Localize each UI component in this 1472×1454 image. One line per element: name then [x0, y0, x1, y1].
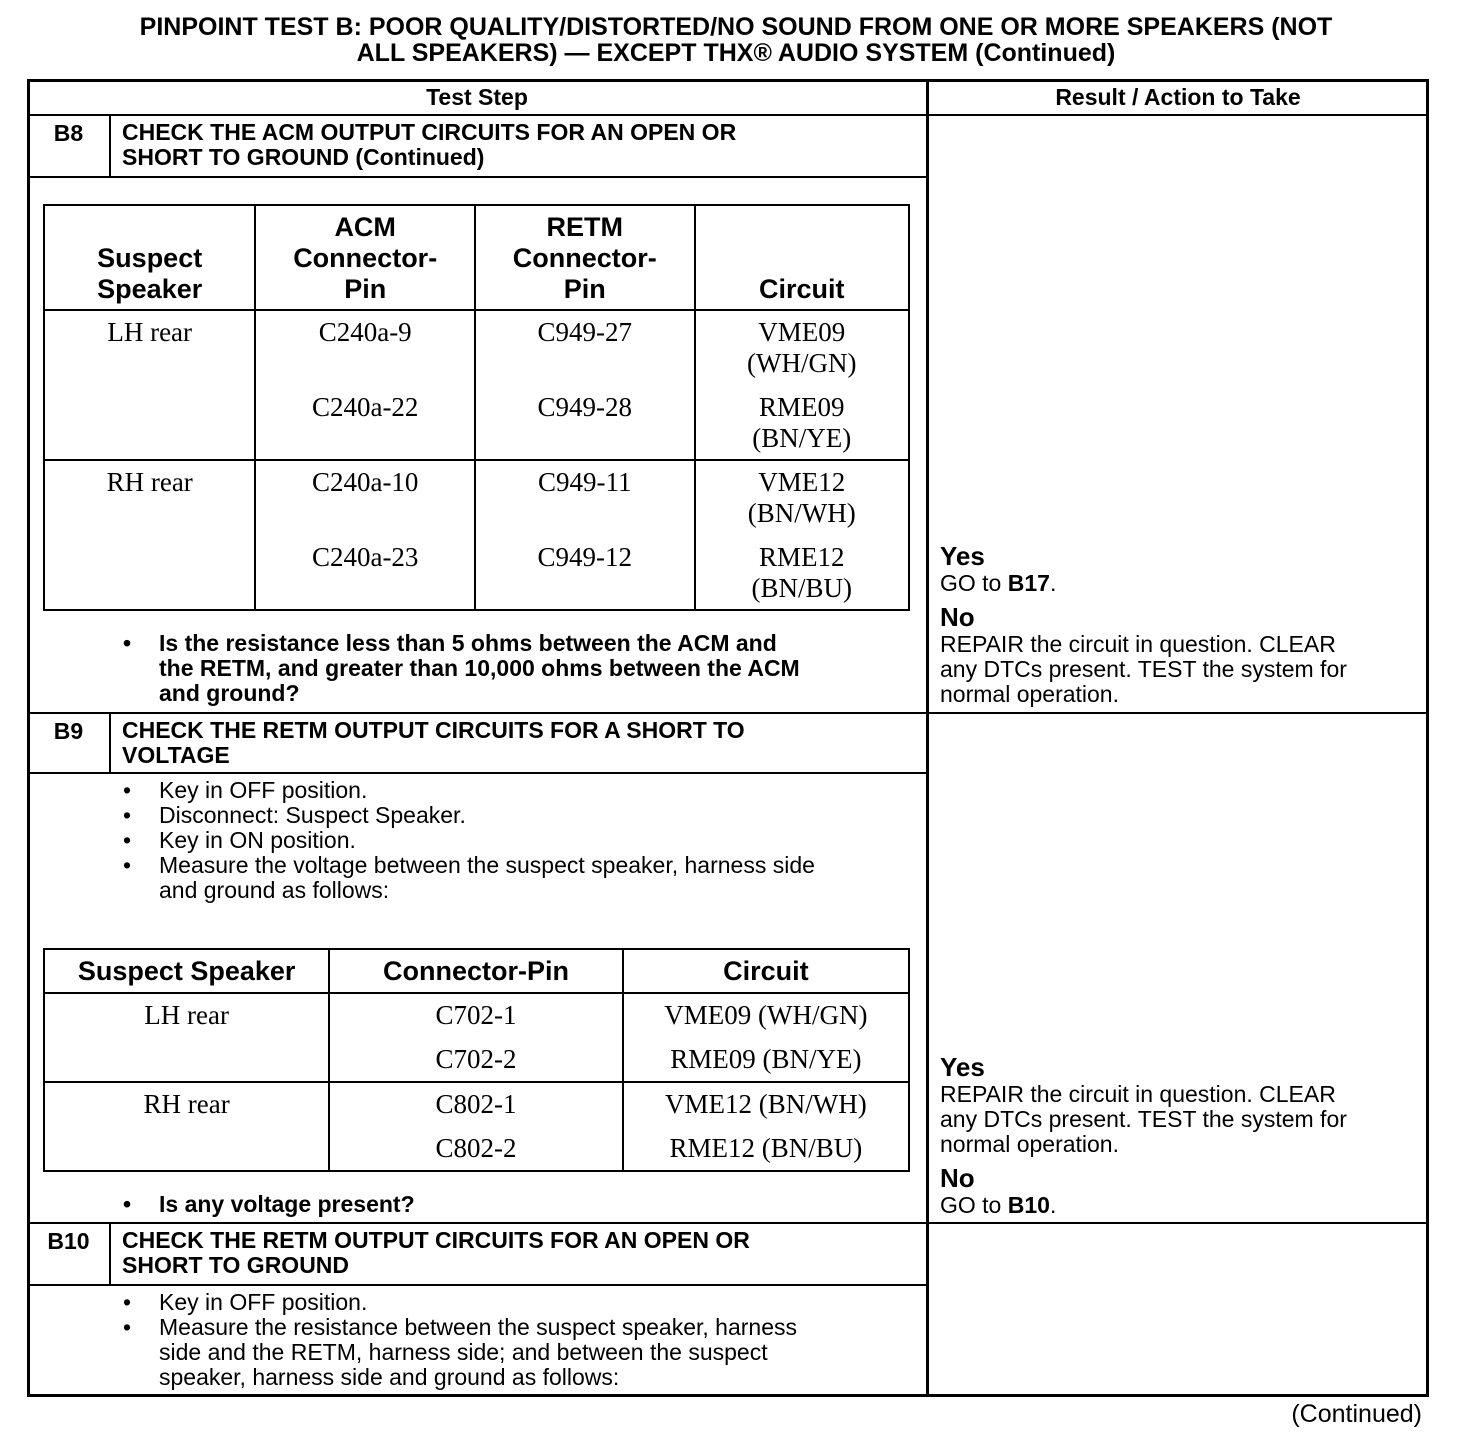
b8-question-line2: the RETM, and greater than 10,000 ohms between the ACM	[159, 655, 800, 681]
b9-no-label: No	[940, 1163, 975, 1193]
b8-lh-acm-1: C240a-9	[318, 317, 412, 347]
b10-bullet-1: • Key in OFF position.	[123, 1290, 913, 1315]
column-divider	[926, 80, 929, 1396]
b8-rh-acm	[255, 460, 475, 610]
b8-th-speaker: Speaker	[97, 274, 203, 304]
b9-result	[940, 1052, 1420, 1218]
b9-bullet-3: • Key in ON position.	[123, 828, 913, 853]
b9-num-divider	[109, 713, 111, 773]
b9-yes-label: Yes	[940, 1052, 985, 1082]
b10-step-title	[122, 1228, 922, 1278]
b8-yes-label: Yes	[940, 541, 985, 571]
b9-bullet-2: • Disconnect: Suspect Speaker.	[123, 803, 913, 828]
b8-rh-retm	[475, 460, 695, 610]
b8-rh-c2b: (BN/BU)	[751, 573, 853, 603]
b9-b10-divider	[28, 1222, 1428, 1224]
b9-no-target: B10	[1007, 1192, 1050, 1218]
header-test-step: Test Step	[426, 84, 528, 110]
b8-pin-table	[43, 204, 910, 611]
b9-rh-pins	[329, 1082, 622, 1171]
b8-lh-c1a: VME09	[758, 317, 846, 347]
b9-no-prefix: GO to	[940, 1192, 1008, 1218]
b8-title-line1: CHECK THE ACM OUTPUT CIRCUITS FOR AN OPEN OR	[122, 119, 737, 145]
b8-rh-c1b: (BN/WH)	[747, 498, 856, 528]
b9-bullet-4	[123, 853, 913, 903]
b9-yes-line2: any DTCs present. TEST the system for	[940, 1106, 1347, 1132]
b9-rh-circ2: RME12 (BN/BU)	[669, 1133, 863, 1163]
b9-pin-table	[43, 948, 910, 1172]
b8-rh-retm-1: C949-11	[538, 467, 632, 497]
b8-question-line1: • Is the resistance less than 5 ohms between the ACM and	[159, 630, 777, 656]
b8-lh-circuit	[695, 310, 909, 460]
b9-no-suffix: .	[1049, 1192, 1057, 1218]
b9-rh-circ1: VME12 (BN/WH)	[664, 1089, 867, 1119]
b9-th-circuit: Circuit	[623, 949, 909, 993]
b9-bullet-list	[123, 778, 913, 903]
b8-no-line3: normal operation.	[940, 681, 1119, 707]
b9-rh-pin1: C802-1	[435, 1089, 517, 1119]
b9-no-text	[940, 1193, 1420, 1218]
b9-lh-pin2: C702-2	[435, 1044, 517, 1074]
b8-step-number: B8	[53, 120, 84, 146]
b8-th-retm-pin-word: Pin	[563, 274, 606, 304]
b8-th-acm-pin-word: Pin	[344, 274, 387, 304]
b10-title-line2: SHORT TO GROUND	[122, 1252, 350, 1278]
b9-question: • Is any voltage present?	[123, 1192, 913, 1217]
b8-lh-retm-1: C949-27	[537, 317, 633, 347]
b8-th-acm-pin	[255, 205, 475, 310]
title-line-1: PINPOINT TEST B: POOR QUALITY/DISTORTED/NO SOUND FROM ONE OR MORE SPEAKERS (NOT	[139, 13, 1333, 41]
b10-title-divider	[28, 1284, 926, 1286]
b8-th-acm: ACM	[334, 212, 396, 242]
header-divider	[28, 114, 1428, 116]
b8-th-retm: RETM	[546, 212, 624, 242]
b8-th-retm-pin	[475, 205, 695, 310]
b9-th-connector-pin: Connector-Pin	[329, 949, 622, 993]
b8-rh-acm-1: C240a-10	[311, 467, 419, 497]
b10-num-divider	[109, 1223, 111, 1285]
b8-question-line3: and ground?	[159, 680, 300, 706]
b8-lh-speaker: LH rear	[44, 310, 255, 460]
b8-lh-c1b: (WH/GN)	[747, 348, 857, 378]
b8-th-circuit: Circuit	[695, 205, 909, 310]
b9-lh-circuits	[623, 993, 909, 1082]
b9-rh-pin2: C802-2	[435, 1133, 517, 1163]
b8-yes-text	[940, 571, 1420, 596]
b8-rh-c1a: VME12	[758, 467, 846, 497]
continued-label: (Continued)	[1291, 1400, 1422, 1428]
b8-th-retm-connector: Connector-	[512, 243, 657, 273]
b9-title-divider	[28, 772, 926, 774]
b8-lh-acm-2: C240a-22	[311, 392, 419, 422]
b9-bullet-1: • Key in OFF position.	[123, 778, 913, 803]
b9-step-title	[122, 718, 922, 768]
b8-rh-retm-2: C949-12	[537, 542, 633, 572]
b9-yes-line3: normal operation.	[940, 1131, 1119, 1157]
title-line-2: ALL SPEAKERS) — EXCEPT THX® AUDIO SYSTEM (Continued)	[356, 39, 1116, 67]
b8-rh-circuit	[695, 460, 909, 610]
b8-no-line1: REPAIR the circuit in question. CLEAR	[940, 631, 1336, 657]
b9-th-suspect-speaker: Suspect Speaker	[44, 949, 329, 993]
b9-title-line2: VOLTAGE	[122, 742, 230, 768]
b9-bullet-4-line2: and ground as follows:	[159, 877, 390, 903]
b8-result	[940, 541, 1420, 707]
table-row	[44, 460, 909, 610]
b8-th-suspect: Suspect	[97, 243, 203, 273]
b9-lh-speaker: LH rear	[44, 993, 329, 1082]
b8-rh-speaker: RH rear	[44, 460, 255, 610]
b8-no-label: No	[940, 602, 975, 632]
page-title	[0, 14, 1472, 66]
b9-lh-circ1: VME09 (WH/GN)	[664, 1000, 868, 1030]
b8-question	[123, 631, 913, 706]
b9-lh-circ2: RME09 (BN/YE)	[670, 1044, 862, 1074]
b8-th-acm-connector: Connector-	[293, 243, 438, 273]
b8-no-line2: any DTCs present. TEST the system for	[940, 656, 1347, 682]
b8-num-divider	[109, 115, 111, 177]
b8-b9-divider	[28, 712, 1428, 714]
b9-lh-pin1: C702-1	[435, 1000, 517, 1030]
b8-title-line2: SHORT TO GROUND (Continued)	[122, 144, 485, 170]
b9-lh-pins	[329, 993, 622, 1082]
b9-rh-speaker: RH rear	[44, 1082, 329, 1171]
b10-step-number: B10	[47, 1228, 90, 1254]
b8-lh-c2b: (BN/YE)	[752, 423, 852, 453]
header-result: Result / Action to Take	[1055, 84, 1301, 110]
b9-title-line1: CHECK THE RETM OUTPUT CIRCUITS FOR A SHORT TO	[122, 717, 745, 743]
b8-rh-c2a: RME12	[759, 542, 845, 572]
b9-step-number: B9	[53, 718, 84, 744]
b8-lh-retm-2: C949-28	[537, 392, 633, 422]
table-row	[44, 310, 909, 460]
b9-rh-circuits	[623, 1082, 909, 1171]
b10-bullet-2	[123, 1315, 913, 1390]
b8-step-title	[122, 120, 922, 170]
b8-th-suspect-speaker	[44, 205, 255, 310]
b8-lh-c2a: RME09	[759, 392, 845, 422]
b8-question-list	[123, 631, 913, 706]
b8-lh-acm	[255, 310, 475, 460]
b8-lh-retm	[475, 310, 695, 460]
b8-yes-prefix: GO to	[940, 570, 1008, 596]
b10-bullet-2-line1: • Measure the resistance between the suspect speaker, harness	[159, 1314, 797, 1340]
b10-bullet-list	[123, 1290, 913, 1390]
b8-title-divider	[28, 176, 926, 178]
b8-yes-suffix: .	[1049, 570, 1057, 596]
b10-bullet-2-line3: speaker, harness side and ground as follows:	[159, 1364, 620, 1390]
b10-bullet-2-line2: side and the RETM, harness side; and between the suspect	[159, 1339, 768, 1365]
b8-yes-target: B17	[1007, 570, 1050, 596]
b10-title-line1: CHECK THE RETM OUTPUT CIRCUITS FOR AN OPEN OR	[122, 1227, 750, 1253]
table-row	[44, 1082, 909, 1171]
b9-bullet-4-line1: • Measure the voltage between the suspect speaker, harness side	[159, 852, 815, 878]
b8-rh-acm-2: C240a-23	[311, 542, 419, 572]
b9-yes-line1: REPAIR the circuit in question. CLEAR	[940, 1081, 1336, 1107]
table-row	[44, 993, 909, 1082]
b9-question-list	[123, 1192, 913, 1217]
